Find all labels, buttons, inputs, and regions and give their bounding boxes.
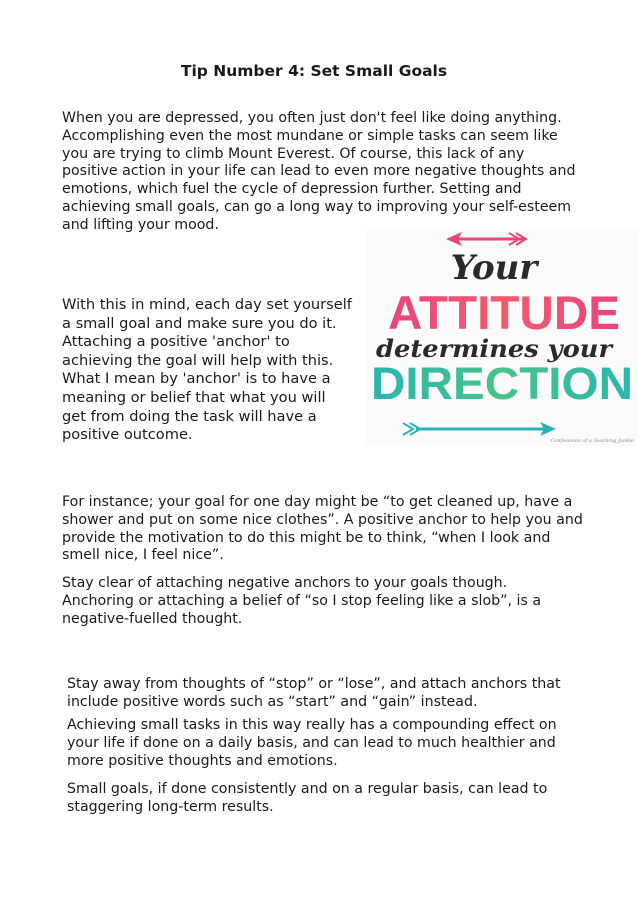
quote-line-attitude: ATTITUDE (388, 286, 620, 339)
quote-line-direction: DIRECTION (371, 358, 633, 409)
arrow-right-icon (403, 422, 556, 436)
paragraph-intro: When you are depressed, you often just don't feel like doing anything. Accomplishing even the most mundane or simple tasks can seem like you are trying to climb Mount Everest. Of course, this lack of any positive action in your life can lead to even more negative thoughts and emotions, which fuel the cycle of depression further. Setting and achieving small goals, can go a long way to improving your self-esteem and lifting your mood. (62, 110, 576, 233)
paragraph-positive-words: Stay away from thoughts of “stop” or “lose”, and attach anchors that include positive words such as “start” and “gain” instead. (67, 676, 561, 710)
page-title-text: Tip Number 4: Set Small Goals (180, 62, 448, 80)
quote-credit: Confessions of a Teaching Junkie (550, 438, 634, 444)
paragraph-conclusion: Small goals, if done consistently and on a regular basis, can lead to staggering long-term results. (67, 781, 548, 815)
paragraph-anchor: With this in mind, each day set yourself a small goal and make sure you do it. Attaching a positive 'anchor' to achieving the goal will help with this. What I mean by 'anchor' is to have a meaning or belief that what you will get from doing the task will have a positive outcome. (62, 296, 352, 444)
arrow-left-icon (446, 232, 526, 246)
quote-line-your: Your (450, 248, 538, 288)
quote-line-determines: determines your (376, 334, 615, 363)
paragraph-compounding: Achieving small tasks in this way really has a compounding effect on your life if done on a daily basis, and can lead to much healthier and more positive thoughts and emotions. (67, 717, 557, 769)
paragraph-negative-anchors: Stay clear of attaching negative anchors to your goals though. Anchoring or attaching a belief of “so I stop feeling like a slob”, is a negative-fuelled thought. (62, 575, 542, 627)
paragraph-example: For instance; your goal for one day might be “to get cleaned up, have a shower and put on some nice clothes”. A positive anchor to help you and provide the motivation to do this might be to think, “when I look and smell nice, I feel nice”. (62, 494, 583, 564)
quote-graphic (366, 229, 638, 446)
quote-image (366, 229, 638, 446)
page-title (0, 62, 638, 80)
